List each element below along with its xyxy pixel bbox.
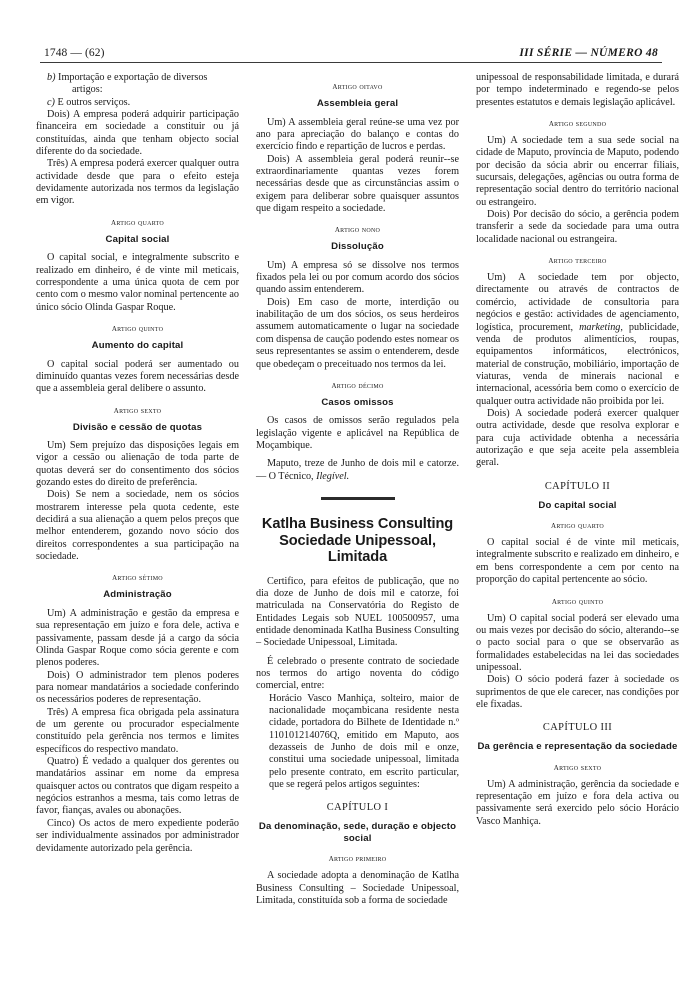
signature-italic: Ilegível. [316,470,350,482]
paragraph-dois: Dois) A empresa poderá adquirir participação financeira em sociedade a constituir ou já constituídas, ainda que tenham objecto social diferente do da sociedade. [36,109,239,158]
paragraph-quarto: O capital social é de vinte mil meticais, integralmente subscrito e realizado em dinheiro, e em bens correspondente a cem por cento na proporção do capital pertencente ao sócio. [476,537,679,586]
paragraph-assembleia-dois: Dois) A assembleia geral poderá reunir--se extraordinariamente quantas vezes forem necessárias desde que as circunstâncias assim o exigem para deliberar sobre quaisquer assuntos que digam respeito a sociedade. [256,153,459,214]
paragraph-terceiro-um [476,272,679,408]
section-subheading: Aumento do capital [91,340,184,351]
paragraph-capital-social: O capital social, e integralmente subscrito e realizado em dinheiro, é de vinte mil meticais, correspondente a uma única quota de cem por cento com o mesmo valor nominal pertencente ao único sócio Olinda Gaspar Roque. [36,252,239,313]
paragraph-signature-line [256,458,459,483]
section-subheading: Capital social [105,233,170,245]
alinea-letter-b: b) [47,72,56,83]
paragraph-divisao-dois: Dois) Se nem a sociedade, nem os sócios mostrarem interesse pela quota cedente, este decidirá a sua alienação a quem pelos preços que melhor entenderem, gozando novo sócio dos direitos correspondentes a sua participação na sociedade. [36,489,239,563]
paragraph-quinto-dois: Dois) O sócio poderá fazer à sociedade os suprimentos de que ele carecer, nas condições por ele fixadas. [476,674,679,710]
entity-title: Katlha Business Consulting Sociedade Unipessoal, Limitada [261,516,454,566]
article-heading: artigo quinto [111,323,164,334]
paragraph-adm-quatro: Quatro) É vedado a qualquer dos gerentes ou mandatários assinar em nome da empresa quaisquer actos ou contratos que digam respeito a negócios estranhos a mesma, tais como letras de favor, fianças, avales ou abonações. [36,756,239,817]
paragraph-tres: Três) A empresa poderá exercer qualquer outra actividade desde que para o efeito esteja devidamente autorizada nos termos da legislação em vigor. [36,158,239,207]
paragraph-adm-um: Um) A administração e gestão da empresa e sua representação em juízo e fora dele, activa e passivamente, passam desde já a cargo da sócia Olinda Gaspar Roque como sócia gerente e com plenos poderes. [36,607,239,669]
page-folio-left: 1748 — (62) [44,47,105,59]
article-heading: artigo oitavo [332,81,383,92]
chapter-heading: CAPÍTULO III [542,722,613,734]
paragraph-quinto-um: Um) O capital social poderá ser elevado uma ou mais vezes por decisão do sócio, alterando--se o pacto social para o que se observarão as formalidades estabelecidas na lei das sociedades unipessoal. [476,612,679,673]
running-head [22,47,678,59]
paragraph-adm-tres: Três) A empresa fica obrigada pela assinatura de um gerente ou procurador especialmente constituído pela gerência nos termos e limites específicos do respectivo mandato. [36,706,239,755]
paragraph-assembleia-um: Um) A assembleia geral reúne-se uma vez por ano para apreciação do balanço e contas do exercício findo e repartição de lucros e perdas. [256,116,459,153]
paragraph-certifico: Certifico, para efeitos de publicação, que no dia doze de Junho de dois mil e catorze, foi matriculada na Conservatória do Registo de Entidades Legais sob NUEL 100500957, uma entidade denominada Katlha Business Consulting – Sociedade Unipessoal, Limitada. [256,575,459,649]
alinea-text-b: Importação e exportação de diversos [58,72,208,83]
section-separator-rule [321,496,395,501]
publication-title: III SÉRIE — NÚMERO 48 [519,47,658,59]
paragraph-dissolucao-dois: Dois) Em caso de morte, interdição ou inabilitação de um dos sócios, os seus herdeiros assumem automaticamente o lugar na sociedade com dispensa de caução podendo estes nomear os seus representantes se assim o entenderem, desde que obedeçam o preceituado nos termos da lei. [256,296,459,370]
paragraph-continuation: unipessoal de responsabilidade limitada, e durará por tempo indeterminado e regendo-se pelos presentes estatutos e demais legislação aplicável. [476,72,679,108]
alinea-text-c: E outros serviços. [57,96,131,108]
paragraph-adm-cinco: Cinco) Os actos de mero expediente poderão ser individualmente assinados por administrador devidamente autorizado pela gerência. [36,817,239,854]
objecto-text-part2: , publicidade, venda de produtos alimentícios, roupas, equipamentos informáticos, electrónicos, material de construção, mobiliário, importação de viaturas, venda de minerais nacional e internacional, acessória bem como o exercício de qualquer outra actividade não proibida por lei. [476,321,679,407]
article-heading: artigo quarto [551,520,604,532]
section-subheading: Casos omissos [321,396,394,408]
paragraph-artigo-primeiro: A sociedade adopta a denominação de Katlha Business Consulting – Sociedade Unipessoal, Limitada, constituída sob a forma de sociedade [256,870,459,907]
section-subheading: Assembleia geral [316,98,399,109]
header-divider [40,62,662,63]
article-heading: artigo sétimo [112,572,163,584]
article-heading: artigo terceiro [548,255,607,267]
article-heading: artigo quinto [551,595,604,607]
paragraph-dissolucao-um: Um) A empresa só se dissolve nos termos fixados pela lei ou por comum acordo dos sócios quando assim entenderem. [256,259,459,296]
chapter-subheading: Da denominação, sede, duração e objecto social [258,821,457,844]
alinea-letter-c: c) [47,96,55,108]
signature-text: Maputo, treze de Junho de dois mil e catorze. — O Técnico, [256,458,459,482]
paragraph-adm-dois: Dois) O administrador tem plenos poderes para nomear mandatários a sociedade conferindo os necessários poderes de representação. [36,669,239,706]
section-subheading: Divisão e cessão de quotas [72,421,203,433]
objecto-text-part1: Um) A sociedade tem por objecto, directamente ou através de contractos de comércio, actividade de consultoria para negócios e gestão: actividades de agenciamento, logística, procurement, [476,272,679,333]
article-heading: artigo nono [334,224,381,236]
article-heading: artigo segundo [548,118,607,130]
article-heading: artigo quarto [111,216,164,228]
paragraph-socio-details: Horácio Vasco Manhiça, solteiro, maior de nacionalidade moçambicana residente nesta cidade, portadora do Bilhete de Identidade n.º 110101214076Q, emitido em Maputo, aos dezasseis de Junho de dois mil e onze, constitui uma sociedade unipessoal, limitada pelo presente contrato, em escrito particular, que se regerá pelos artigos seguintes: [269,692,459,791]
column-3 [476,72,679,977]
paragraph-divisao-um: Um) Sem prejuízo das disposições legais em vigor a cessão ou alienação de toda parte de quotas deverá ser do consentimento dos sócios gozando estes do direito de preferência. [36,440,239,489]
article-heading: artigo sexto [553,761,602,773]
list-item [36,97,239,109]
chapter-heading: CAPÍTULO I [326,802,389,814]
column-1 [36,72,239,977]
chapter-heading: CAPÍTULO II [544,480,611,492]
paragraph-casos-omissos: Os casos de omissos serão regulados pela legislação vigente e aplicável na República de Moçambique. [256,415,459,452]
chapter-subheading: Do capital social [538,499,617,511]
paragraph-terceiro-dois: Dois) A sociedade poderá exercer qualquer outra actividade, desde que resolva explorar e para cuja actividade obtenha a necessária autorização e que seja aceite pela assembleia geral. [476,407,679,469]
paragraph-segundo-um: Um) A sociedade tem a sua sede social na cidade de Maputo, província de Maputo, podendo por decisão da sócia abrir ou encerrar filiais, sucursais, delegações, agências ou outra forma de representação social dentro do território nacional ou estrangeiro. [476,135,679,208]
paragraph-aumento-capital: O capital social poderá ser aumentado ou diminuído quantas vezes forem necessárias desde que a assembleia geral delibere o assunto. [36,358,239,395]
section-subheading: Dissolução [331,241,384,253]
paragraph-segundo-dois: Dois) Por decisão do sócio, a gerência podem transferir a sede da sociedade para uma outra localidade nacional ou estrangeira. [476,209,679,245]
paragraph-sexto-um: Um) A administração, gerência da sociedade e representação em juízo e fora dela activa ou passivamente será exercido pelo sócio Horácio Vasco Manhiça. [476,778,679,827]
article-heading: artigo décimo [331,379,384,391]
list-item-continuation: artigos: [72,84,103,96]
column-2 [256,72,459,977]
three-column-layout [22,72,678,977]
chapter-subheading: Da gerência e representação da sociedade [477,741,678,753]
section-subheading: Administração [103,589,172,601]
objecto-italic-term: marketing [579,321,621,333]
paragraph-celebrado: É celebrado o presente contrato de sociedade nos termos do artigo noventa do código comercial, entre: [256,655,459,692]
article-heading: artigo sexto [113,404,162,416]
article-heading: artigo primeiro [328,853,387,865]
list-item [36,72,239,84]
